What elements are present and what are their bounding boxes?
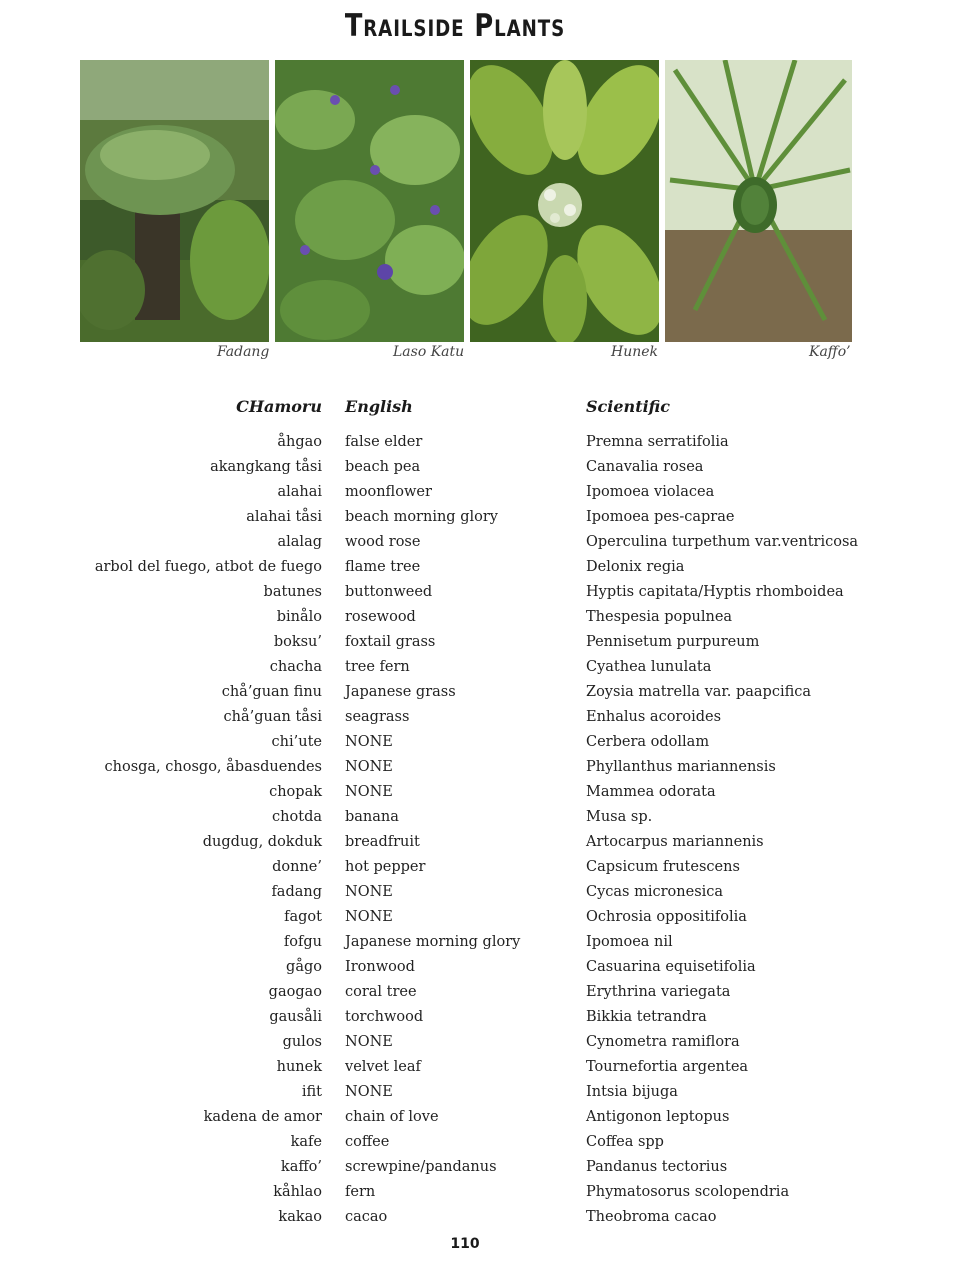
english-name: foxtail grass [345,634,436,651]
english-name: false elder [345,434,423,450]
scientific-name: Cynometra ramiflora [586,1034,740,1051]
english-name: screwpine/pandanus [345,1159,497,1176]
photo-caption-laso-katu: Laso Katu [393,344,465,360]
chamoru-name: kåhlao [273,1184,322,1201]
scientific-name: Hyptis capitata/Hyptis rhomboidea [586,584,844,601]
table-row [0,1105,957,1130]
table-row [0,855,957,880]
chamoru-name: kafe [290,1134,322,1151]
page-number: 110 [450,1236,480,1252]
chamoru-name: gulos [282,1034,322,1051]
column-header-scientific: Scientific [586,397,671,416]
scientific-name: Bikkia tetrandra [586,1009,707,1026]
table-row [0,555,957,580]
scientific-name: Theobroma cacao [586,1209,717,1226]
table-row [0,655,957,680]
chamoru-name: ifit [301,1084,322,1101]
english-name: beach morning glory [345,509,498,526]
table-row [0,1205,957,1230]
table-row [0,730,957,755]
chamoru-name: fofgu [283,934,322,951]
pandanus-fruit-photo [665,60,852,342]
table-row [0,630,957,655]
column-header-english: English [345,397,413,416]
plant-table [0,430,957,1231]
chamoru-name: kadena de amor [203,1109,322,1126]
cycad-tree-photo [80,60,269,342]
english-name: wood rose [345,534,421,551]
table-row [0,480,957,505]
table-row [0,1155,957,1180]
scientific-name: Ipomoea violacea [586,484,715,501]
english-name: NONE [345,784,393,801]
chamoru-name: chosga, chosgo, åbasduendes [104,759,322,776]
purple-flower-shrub-photo [275,60,464,342]
chamoru-name: donne’ [272,859,322,876]
chamoru-name: binålo [276,609,322,626]
table-row [0,430,957,455]
english-name: chain of love [345,1109,439,1126]
table-row [0,680,957,705]
table-row [0,1080,957,1105]
scientific-name: Thespesia populnea [586,609,733,626]
table-row [0,930,957,955]
velvet-leaf-rosette-photo [470,60,659,342]
table-row [0,1180,957,1205]
chamoru-name: akangkang tåsi [210,459,322,476]
scientific-name: Phymatosorus scolopendria [586,1184,790,1201]
scientific-name: Ipomoea nil [586,934,673,951]
english-name: NONE [345,759,393,776]
table-row [0,605,957,630]
scientific-name: Ipomoea pes-caprae [586,509,735,526]
scientific-name: Cycas micronesica [586,884,724,901]
english-name: Ironwood [345,959,415,976]
table-row [0,505,957,530]
table-row [0,955,957,980]
scientific-name: Pennisetum purpureum [586,634,760,651]
english-name: Japanese morning glory [345,934,521,951]
table-row [0,805,957,830]
english-name: fern [345,1184,376,1201]
scientific-name: Ochrosia oppositifolia [586,909,747,926]
scientific-name: Coffea spp [586,1134,664,1151]
english-name: coral tree [345,984,417,1001]
scientific-name: Delonix regia [586,559,685,576]
table-row [0,780,957,805]
table-row [0,880,957,905]
english-name: Japanese grass [345,684,456,701]
photo-strip [80,60,852,342]
photo-caption-hunek: Hunek [611,344,659,360]
scientific-name: Operculina turpethum var.ventricosa [586,534,859,551]
photo-caption-kaffo: Kaffo’ [809,344,851,360]
scientific-name: Premna serratifolia [586,434,729,450]
english-name: velvet leaf [345,1059,421,1076]
english-name: banana [345,809,399,826]
scientific-name: Cerbera odollam [586,734,710,751]
english-name: beach pea [345,459,421,476]
chamoru-name: åhgao [277,434,322,450]
scientific-name: Intsia bijuga [586,1084,678,1101]
english-name: NONE [345,1034,393,1051]
photo-caption-fadang: Fadang [217,344,270,360]
scientific-name: Canavalia rosea [586,459,704,476]
chamoru-name: kakao [278,1209,322,1226]
page-title: Trailside Plants [344,8,566,44]
table-row [0,905,957,930]
english-name: seagrass [345,709,410,726]
scientific-name: Pandanus tectorius [586,1159,728,1176]
chamoru-name: kaffo’ [280,1159,322,1176]
chamoru-name: chå’guan tåsi [223,709,322,726]
table-row [0,705,957,730]
english-name: NONE [345,909,393,926]
english-name: flame tree [345,559,421,576]
english-name: coffee [345,1134,390,1151]
table-row [0,1130,957,1155]
english-name: NONE [345,1084,393,1101]
table-row [0,1055,957,1080]
scientific-name: Zoysia matrella var. paapcifica [586,684,812,701]
chamoru-name: alahai [277,484,322,501]
scientific-name: Casuarina equisetifolia [586,959,756,976]
table-row [0,1005,957,1030]
scientific-name: Antigonon leptopus [586,1109,730,1126]
table-row [0,980,957,1005]
english-name: NONE [345,734,393,751]
chamoru-name: hunek [276,1059,322,1076]
english-name: NONE [345,884,393,901]
chamoru-name: chopak [269,784,322,801]
table-row [0,455,957,480]
chamoru-name: dugdug, dokduk [202,834,322,851]
english-name: cacao [345,1209,388,1226]
scientific-name: Cyathea lunulata [586,659,712,676]
chamoru-name: chå’guan finu [221,684,322,701]
table-row [0,755,957,780]
english-name: moonflower [345,484,432,501]
scientific-name: Capsicum frutescens [586,859,740,876]
scientific-name: Artocarpus mariannenis [586,834,764,851]
chamoru-name: fagot [284,909,322,926]
chamoru-name: batunes [263,584,322,601]
table-row [0,580,957,605]
scientific-name: Enhalus acoroides [586,709,722,726]
table-row [0,830,957,855]
scientific-name: Erythrina variegata [586,984,731,1001]
chamoru-name: gågo [286,959,322,976]
chamoru-name: arbol del fuego, atbot de fuego [94,559,322,576]
scientific-name: Mammea odorata [586,784,716,801]
english-name: hot pepper [345,859,426,876]
chamoru-name: gausåli [269,1009,322,1026]
scientific-name: Phyllanthus mariannensis [586,759,776,776]
chamoru-name: boksu’ [273,634,322,651]
english-name: buttonweed [345,584,433,601]
english-name: breadfruit [345,834,420,851]
chamoru-name: alahai tåsi [246,509,322,526]
chamoru-name: chacha [269,659,322,676]
scientific-name: Tournefortia argentea [586,1059,749,1076]
chamoru-name: chotda [272,809,322,826]
scientific-name: Musa sp. [586,809,653,826]
column-header-chamoru: CHamoru [236,397,322,416]
table-row [0,1030,957,1055]
table-row [0,530,957,555]
chamoru-name: alalag [277,534,322,551]
chamoru-name: chi’ute [271,734,322,751]
chamoru-name: fadang [271,884,322,901]
english-name: tree fern [345,659,410,676]
english-name: rosewood [345,609,416,626]
chamoru-name: gaogao [268,984,322,1001]
english-name: torchwood [345,1009,424,1026]
